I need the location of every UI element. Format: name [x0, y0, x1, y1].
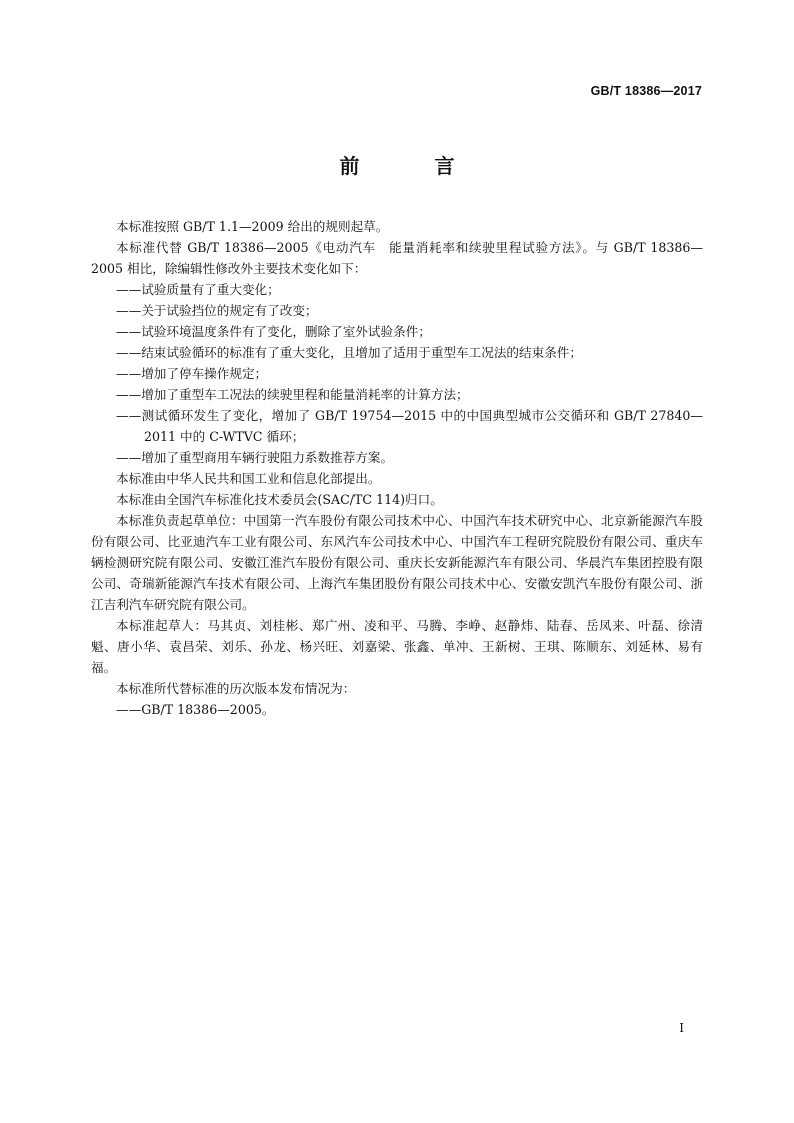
paragraph-proposer: 本标准由中华人民共和国工业和信息化部提出。 — [116, 471, 381, 486]
paragraph-technical-committee: 本标准由全国汽车标准化技术委员会(SAC/TC 114)归口。 — [116, 492, 443, 507]
page-title: 前 言 — [339, 154, 489, 178]
paragraph-drafting-rules: 本标准按照 GB/T 1.1—2009 给出的规则起草。 — [116, 219, 389, 234]
foreword-body — [91, 216, 703, 720]
change-item: ——测试循环发生了变化，增加了 GB/T 19754—2015 中的中国典型城市公交循环和 GB/T 27840—2011 中的 C-WTVC 循环； — [116, 408, 703, 444]
change-item: ——试验环境温度条件有了变化，删除了室外试验条件； — [116, 324, 431, 339]
standard-code: GB/T 18386—2017 — [590, 84, 702, 98]
change-item: ——增加了重型车工况法的续驶里程和能量消耗率的计算方法； — [116, 387, 469, 402]
paragraph-drafting-units: 本标准负责起草单位：中国第一汽车股份有限公司技术中心、中国汽车技术研究中心、北京新能源汽车股份有限公司、比亚迪汽车工业有限公司、东风汽车公司技术中心、中国汽车工程研究院股份有限公司、重庆车辆检测研究院有限公司、安徽江淮汽车股份有限公司、重庆长安新能源汽车有限公司、华晨汽车集团控股有限公司、奇瑞新能源汽车技术有限公司、上海汽车集团股份有限公司技术中心、安徽安凯汽车股份有限公司、浙江吉利汽车研究院有限公司。 — [91, 513, 703, 612]
change-item: ——结束试验循环的标准有了重大变化，且增加了适用于重型车工况法的结束条件； — [116, 345, 582, 360]
paragraph-version-history: 本标准所代替标准的历次版本发布情况为： — [116, 681, 356, 696]
version-history-item: ——GB/T 18386—2005。 — [116, 702, 275, 717]
page-number: I — [679, 1021, 684, 1035]
change-item: ——增加了停车操作规定； — [116, 366, 268, 381]
change-item: ——关于试验挡位的规定有了改变； — [116, 303, 318, 318]
paragraph-replacement: 本标准代替 GB/T 18386—2005《电动汽车 能量消耗率和续驶里程试验方法》。与 GB/T 18386—2005 相比，除编辑性修改外主要技术变化如下： — [91, 240, 703, 276]
paragraph-drafters: 本标准起草人：马其贞、刘桂彬、郑广州、凌和平、马腾、李峥、赵静炜、陆春、岳凤来、叶磊、徐清魁、唐小华、袁昌荣、刘乐、孙龙、杨兴旺、刘嘉梁、张鑫、单冲、王新树、王琪、陈顺东、刘延林、易有福。 — [91, 618, 703, 675]
change-item: ——试验质量有了重大变化； — [116, 282, 280, 297]
change-item: ——增加了重型商用车辆行驶阻力系数推荐方案。 — [116, 450, 394, 465]
